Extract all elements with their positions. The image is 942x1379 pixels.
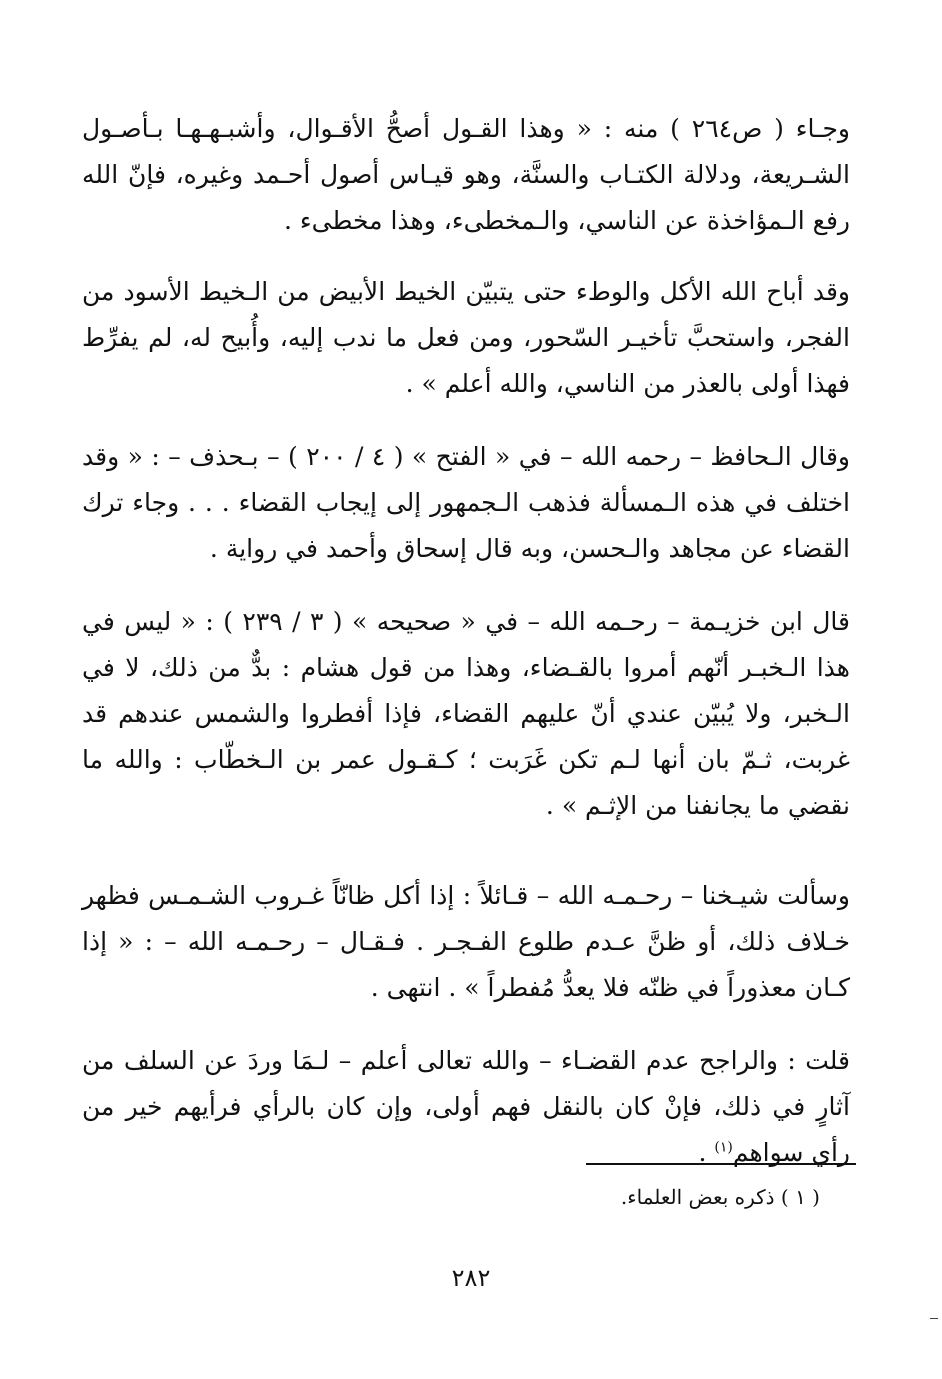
paragraph-6-text: قلت : والراجح عدم القضـاء – والله تعالى أعلم – لـمَا وردَ عن السلف من آثارٍ في ذلك، فإنْ كان بالنقل فهم أولى، وإن كان بالرأي فرأيهم خير من رأي سواهم (82, 1046, 850, 1167)
paragraph-4: قال ابن خزيـمة – رحـمه الله – في « صحيحه » ( ٣ / ٢٣٩ ) : « ليس في هذا الـخبـر أنّهم أمروا بالقـضاء، وهذا من قول هشام : بدٌّ من ذلك، لا في الـخبر، ولا يُبيّن عندي أنّ عليهم القضاء، فإذا أفطروا والشمس عندهم قد غربت، ثـمّ بان أنها لـم تكن غَرَبت ؛ كـقـول عمر بن الـخطّاب : والله ما نقضي ما يجانفنا من الإثـم » . (82, 607, 850, 820)
footnote-separator (586, 1163, 856, 1165)
paragraph-6 (82, 1038, 850, 1176)
scan-edge-mark (930, 1318, 938, 1319)
paragraph-5: وسألت شيـخنا – رحـمـه الله – قـائلاً : إذا أكل ظانّاً غـروب الشـمـس فظهر خـلاف ذلك، أو ظنَّ عـدم طلوع الفـجـر . فـقـال – رحـمـه الله – : « إذا كـان معذوراً في ظنّه فلا يعدُّ مُفطراً » . انتهى . (82, 881, 850, 1002)
page-number: ٢٨٢ (451, 1264, 491, 1292)
footnote-reference: (١) (714, 1139, 733, 1156)
paragraph-6-tail: . (698, 1138, 715, 1167)
paragraph-3: وقال الـحافظ – رحمه الله – في « الفتح » ( ٤ / ٢٠٠ ) – بـحذف – : « وقد اختلف في هذه الـمسألة فذهب الـجمهور إلى إيجاب القضاء . . . وجاء ترك القضاء عن مجاهد والـحسن، وبه قال إسحاق وأحمد في رواية . (82, 442, 850, 563)
footnote: ( ١ ) ذكره بعض العلماء. (620, 1185, 820, 1209)
paragraph-2: وقد أباح الله الأكل والوطء حتى يتبيّن الخيط الأبيض من الـخيط الأسود من الفجر، واستحبَّ تأخيـر السّحور، ومن فعل ما ندب إليه، وأُبيح له، لم يفرِّط فهذا أولى بالعذر من الناسي، والله أعلم » . (82, 277, 850, 398)
paragraph-1: وجـاء ( ص٢٦٤ ) منه : « وهذا القـول أصحُّ الأقـوال، وأشبـهـهـا بـأصـول الشـريعة، ودلالة الكتـاب والسنَّة، وهو قيـاس أصول أحـمد وغيره، فإنّ الله رفع الـمؤاخذة عن الناسي، والـمخطىء، وهذا مخطىء . (82, 114, 850, 235)
